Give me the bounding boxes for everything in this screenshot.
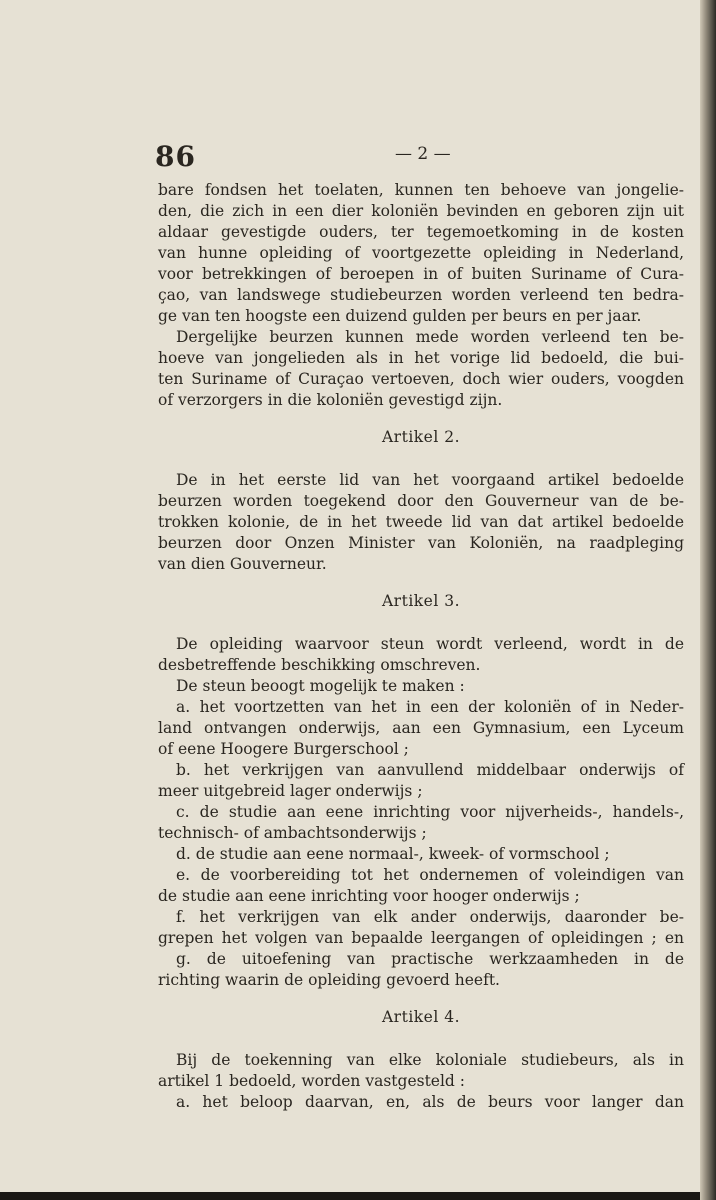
text-line: De opleiding waarvoor steun wordt verleend, wordt in de	[176, 635, 684, 653]
text-line: bare fondsen het toelaten, kunnen ten behoeve van jongelie-	[158, 181, 684, 199]
text-line: De steun beoogt mogelijk te maken :	[176, 677, 465, 695]
text-line: a. het beloop daarvan, en, als de beurs voor langer dan	[176, 1093, 684, 1111]
article-heading: Artikel 3.	[381, 592, 461, 610]
text-line: g. de uitoefening van practische werkzaamheden in de	[176, 950, 684, 968]
article-heading: Artikel 4.	[381, 1008, 461, 1026]
text-line: desbetreffende beschikking omschreven.	[158, 656, 481, 674]
text-line: e. de voorbereiding tot het ondernemen of voleindigen van	[176, 866, 684, 884]
text-line: van dien Gouverneur.	[158, 555, 327, 573]
page-header	[155, 140, 685, 180]
text-line: de studie aan eene inrichting voor hooger onderwijs ;	[158, 887, 580, 905]
text-line: voor betrekkingen of beroepen in of buiten Suriname of Cura-	[158, 265, 684, 283]
text-line: beurzen worden toegekend door den Gouverneur van de be-	[158, 492, 684, 510]
text-line: beurzen door Onzen Minister van Koloniën, na raadpleging	[158, 534, 684, 552]
text-line: b. het verkrijgen van aanvullend middelbaar onderwijs of	[176, 761, 684, 779]
text-line: technisch- of ambachtsonderwijs ;	[158, 824, 427, 842]
text-line: çao, van landswege studiebeurzen worden verleend ten bedra-	[158, 286, 684, 304]
sheet-number: — 2 —	[395, 144, 451, 164]
text-line: trokken kolonie, de in het tweede lid van dat artikel bedoelde	[158, 513, 684, 531]
text-line: a. het voortzetten van het in een der koloniën of in Neder-	[176, 698, 684, 716]
text-line: f. het verkrijgen van elk ander onderwijs, daaronder be-	[176, 908, 684, 926]
text-line: d. de studie aan eene normaal-, kweek- of vormschool ;	[176, 845, 610, 863]
text-line: meer uitgebreid lager onderwijs ;	[158, 782, 423, 800]
text-line: of eene Hoogere Burgerschool ;	[158, 740, 409, 758]
text-line: grepen het volgen van bepaalde leergangen of opleidingen ; en	[158, 929, 684, 947]
text-line: c. de studie aan eene inrichting voor nijverheids-, handels-,	[176, 803, 684, 821]
book-spine	[700, 0, 716, 1200]
text-line: artikel 1 bedoeld, worden vastgesteld :	[158, 1072, 466, 1090]
text-line: ge van ten hoogste een duizend gulden per beurs en per jaar.	[158, 307, 642, 325]
text-line: richting waarin de opleiding gevoerd heeft.	[158, 971, 500, 989]
text-line: land ontvangen onderwijs, aan een Gymnasium, een Lyceum	[158, 719, 684, 737]
text-line: van hunne opleiding of voortgezette opleiding in Nederland,	[158, 244, 684, 262]
text-line: De in het eerste lid van het voorgaand artikel bedoelde	[176, 471, 684, 489]
page-number: 86	[155, 140, 196, 173]
article-heading: Artikel 2.	[381, 428, 461, 446]
document-body	[158, 180, 684, 1113]
text-line: aldaar gevestigde ouders, ter tegemoetkoming in de kosten	[158, 223, 684, 241]
text-line: ten Suriname of Curaçao vertoeven, doch wier ouders, voogden	[158, 370, 684, 388]
text-line: Bij de toekenning van elke koloniale studiebeurs, als in	[176, 1051, 684, 1069]
text-line: hoeve van jongelieden als in het vorige lid bedoeld, die bui-	[158, 349, 684, 367]
text-line: den, die zich in een dier koloniën bevinden en geboren zijn uit	[158, 202, 684, 220]
text-line: Dergelijke beurzen kunnen mede worden verleend ten be-	[176, 328, 684, 346]
text-line: of verzorgers in die koloniën gevestigd zijn.	[158, 391, 503, 409]
